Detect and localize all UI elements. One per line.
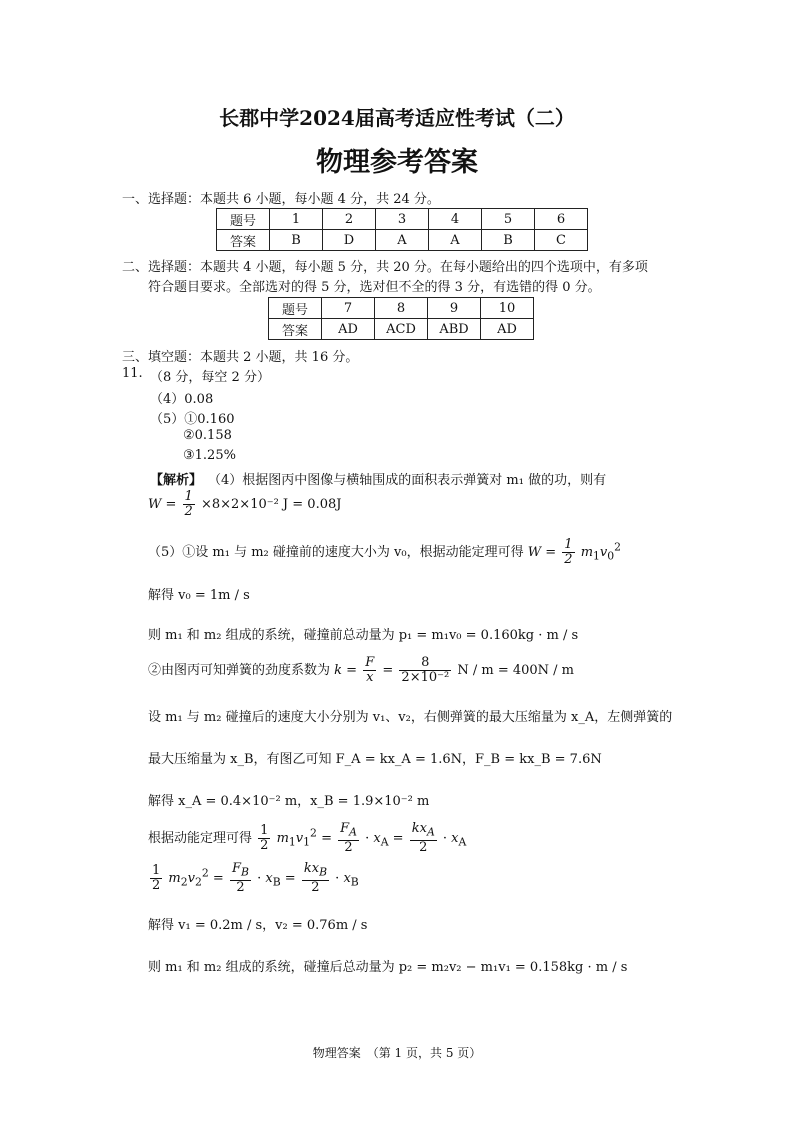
analysis-line: （5）①设 m₁ 与 m₂ 碰撞前的速度大小为 v₀，根据动能定理可得 W = $\frac{1}{2}$ $m_1v_0^2$ [148, 537, 622, 567]
table-header-cell: 题号 [217, 209, 270, 230]
equation-text: （5）①设 m₁ 与 m₂ 碰撞前的速度大小为 v₀，根据动能定理可得 [148, 545, 524, 560]
analysis-line: ②由图丙可知弹簧的劲度系数为 k = $\frac{F}{x}$ = $\frac{8}{\text{2×10⁻²}}$ N / m = 400N / m [148, 655, 575, 685]
analysis-line: 解得 v₁ = 0.2m / s，v₂ = 0.76m / s [148, 918, 368, 933]
equation-text: N / m = 400N / m [457, 663, 575, 678]
equation-work: W = $\frac{1}{2}$ ×8×2×10⁻² J = 0.08J [148, 489, 342, 519]
table-cell: B [482, 230, 535, 251]
equation-text: ×8×2×10⁻² J = 0.08J [200, 497, 342, 512]
table-cell: 6 [535, 209, 588, 230]
analysis-line: 最大压缩量为 x_B，有图乙可知 F_A = kx_A = 1.6N，F_B = kx_B = 7.6N [148, 752, 602, 767]
table-cell: 10 [481, 298, 534, 319]
analysis-line: 则 m₁ 和 m₂ 组成的系统，碰撞前总动量为 p₁ = m₁v₀ = 0.160kg · m / s [148, 628, 579, 643]
equation-text: 根据动能定理可得 [148, 830, 253, 846]
table-cell: 5 [482, 209, 535, 230]
analysis-line: 解得 x_A = 0.4×10⁻² m，x_B = 1.9×10⁻² m [148, 794, 430, 809]
analysis-line: 根据动能定理可得 $\frac{1}{2}$ $m_1v_1^2$ = $\frac{F_A}{2}$ · $x_A$ = $\frac{kx_A}{2}$ · $x_A$ [148, 821, 467, 855]
table-cell: A [429, 230, 482, 251]
table-row [217, 230, 588, 251]
table-row [269, 298, 534, 319]
analysis-line: 设 m₁ 与 m₂ 碰撞后的速度大小分别为 v₁、v₂，右侧弹簧的最大压缩量为 x_A，左侧弹簧的 [148, 710, 673, 725]
table-row [269, 319, 534, 340]
table-cell: A [376, 230, 429, 251]
fraction: $\frac{F_B}{2}$ [231, 861, 249, 895]
fraction: $\frac{F_A}{2}$ [340, 821, 357, 855]
section2-heading-line2: 符合题目要求。全部选对的得 5 分，选对但不全的得 3 分，有选错的得 0 分。 [148, 280, 601, 295]
table-cell: B [270, 230, 323, 251]
answer-4: （4）0.08 [150, 392, 214, 407]
fraction: $\frac{kx_B}{2}$ [303, 861, 328, 895]
table-cell: 3 [376, 209, 429, 230]
table-cell: AD [322, 319, 375, 340]
table-cell: 1 [270, 209, 323, 230]
fraction: $\frac{1}{2}$ [152, 862, 161, 893]
table-header-cell: 答案 [269, 319, 322, 340]
table-header-cell: 答案 [217, 230, 270, 251]
fraction: $\frac{kx_A}{2}$ [411, 821, 435, 855]
table-cell: D [323, 230, 376, 251]
table-cell: 8 [375, 298, 428, 319]
section3-heading: 三、填空题：本题共 2 小题，共 16 分。 [122, 350, 359, 365]
page-subtitle: 物理参考答案 [316, 147, 478, 178]
table-header-cell: 题号 [269, 298, 322, 319]
fraction: $\frac{1}{2}$ [260, 822, 269, 853]
table-row [217, 209, 588, 230]
question-11-points: （8 分，每空 2 分） [150, 370, 270, 385]
table-cell: AD [481, 319, 534, 340]
section1-answer-table [216, 208, 588, 251]
table-cell: 9 [428, 298, 481, 319]
fraction: $\frac{F}{x}$ [365, 655, 375, 685]
table-cell: ACD [375, 319, 428, 340]
fraction: $\frac{1}{2}$ [564, 537, 573, 567]
answer-5-3: ③1.25% [183, 448, 236, 463]
answer-5-2: ②0.158 [183, 428, 232, 443]
section2-heading-line1: 二、选择题：本题共 4 小题，每小题 5 分，共 20 分。在每小题给出的四个选项中，有多项 [122, 260, 648, 275]
table-cell: 2 [323, 209, 376, 230]
table-cell: C [535, 230, 588, 251]
equation-energy-b: $\frac{1}{2}$ $m_2v_2^2$ = $\frac{F_B}{2}$ · $x_B$ = $\frac{kx_B}{2}$ · $x_B$ [152, 861, 359, 895]
table-cell: ABD [428, 319, 481, 340]
table-cell: 4 [429, 209, 482, 230]
section1-heading: 一、选择题：本题共 6 小题，每小题 4 分，共 24 分。 [122, 192, 440, 207]
analysis-line: 解得 v₀ = 1m / s [148, 588, 250, 603]
equation-text: ②由图丙可知弹簧的劲度系数为 [148, 663, 331, 678]
fraction: $\frac{1}{2}$ [184, 489, 193, 519]
page-title: 长郡中学2024届高考适应性考试（二） [219, 106, 575, 130]
analysis-line: （4）根据图丙中图像与横轴围成的面积表示弹簧对 m₁ 做的功，则有 [208, 473, 607, 488]
analysis-tag: 【解析】 [150, 473, 203, 488]
answer-5-1: （5）①0.160 [150, 412, 235, 427]
fraction: $\frac{8}{\text{2×10⁻²}}$ [401, 655, 450, 685]
table-cell: 7 [322, 298, 375, 319]
section2-answer-table [268, 297, 534, 340]
question-11-number: 11. [122, 366, 143, 381]
analysis-line: 则 m₁ 和 m₂ 组成的系统，碰撞后总动量为 p₂ = m₂v₂ − m₁v₁ = 0.158kg · m / s [148, 960, 628, 975]
page-footer: 物理答案 （第 1 页，共 5 页） [312, 1046, 482, 1060]
